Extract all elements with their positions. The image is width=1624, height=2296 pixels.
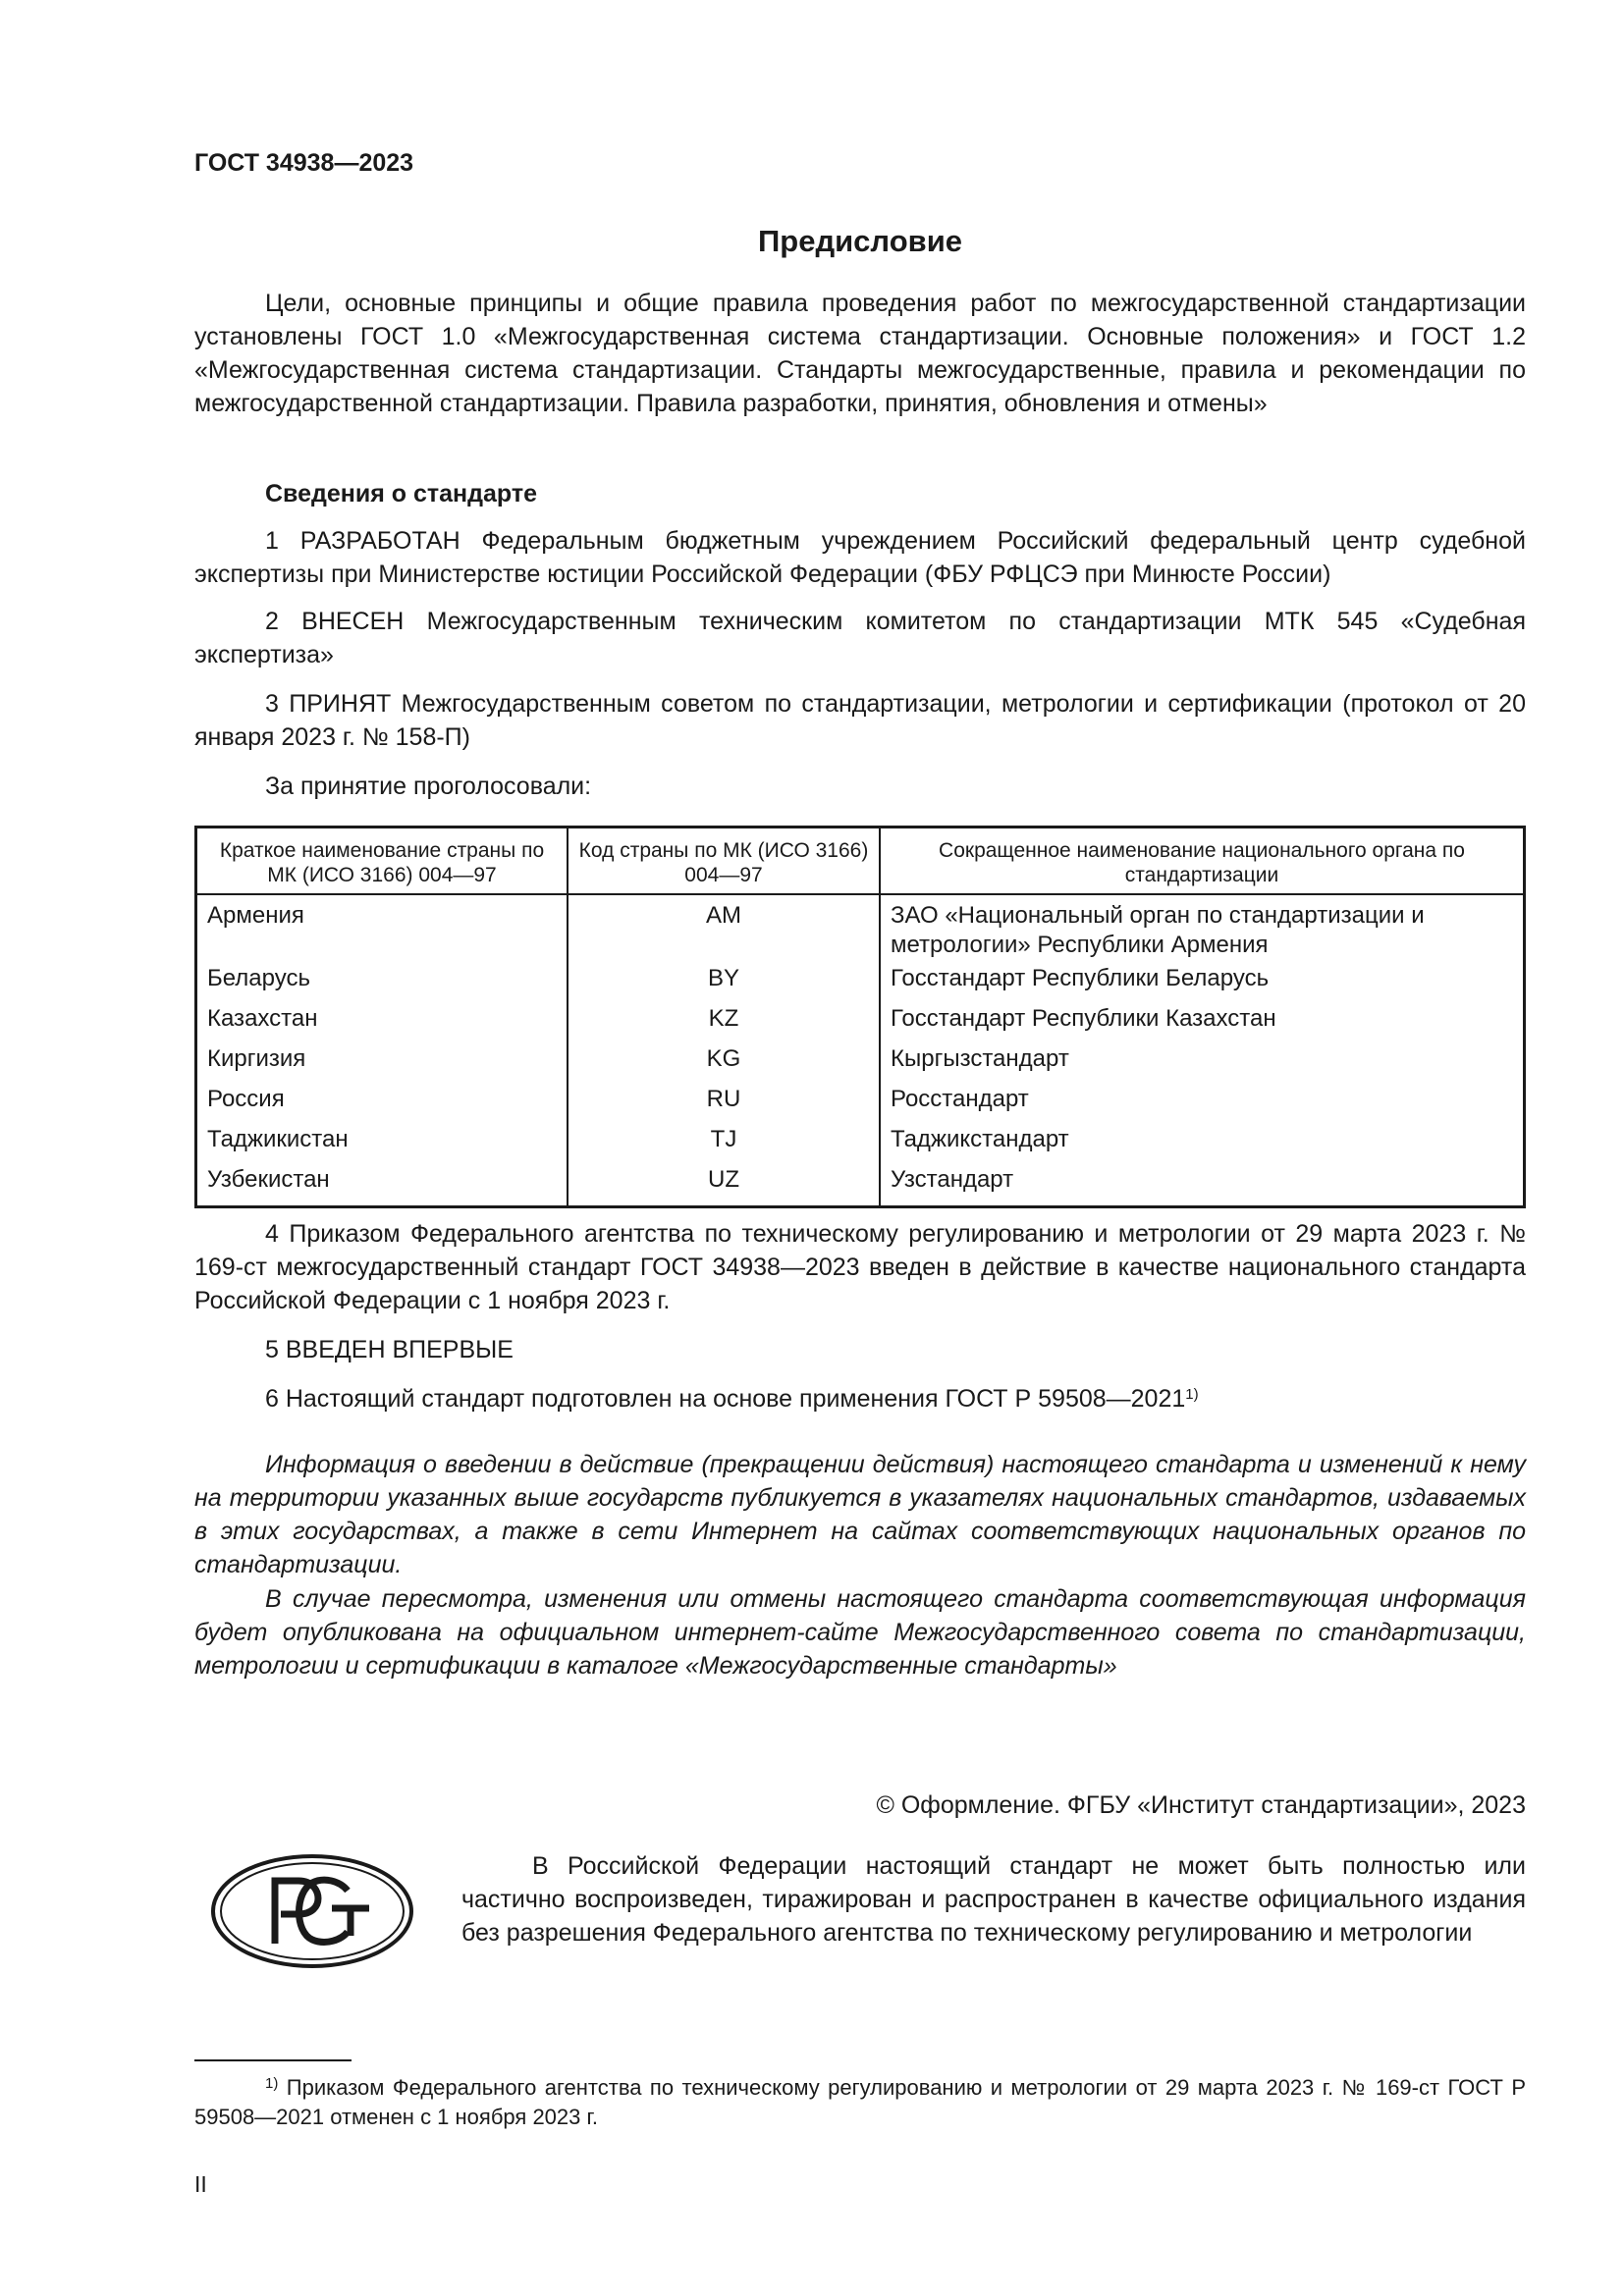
- voting-table: [194, 826, 1526, 1208]
- table-row: [196, 1004, 1525, 1044]
- cell-country: Киргизия: [196, 1044, 568, 1085]
- cell-org: Росстандарт: [880, 1085, 1525, 1125]
- cell-code: KG: [568, 1044, 880, 1085]
- cell-code: TJ: [568, 1125, 880, 1165]
- copyright-line: © Оформление. ФГБУ «Институт стандартизации», 2023: [876, 1791, 1526, 1819]
- cell-code: RU: [568, 1085, 880, 1125]
- table-row: [196, 894, 1525, 964]
- cell-country: Таджикистан: [196, 1125, 568, 1165]
- footnote-text: Приказом Федерального агентства по техническому регулированию и метрологии от 29 марта 2023 г. № 169-ст ГОСТ Р 59508—2021 отменен с 1 ноября 2023 г.: [194, 2075, 1526, 2129]
- section-heading: Сведения о стандарте: [265, 480, 538, 507]
- table-row: [196, 1165, 1525, 1207]
- item-2-paragraph: 2 ВНЕСЕН Межгосударственным техническим комитетом по стандартизации МТК 545 «Судебная экспертиза»: [194, 608, 1526, 668]
- table-row: [196, 1085, 1525, 1125]
- table-row: [196, 1125, 1525, 1165]
- cell-code: AM: [568, 894, 880, 964]
- cell-country: Узбекистан: [196, 1165, 568, 1207]
- item-5-paragraph: 5 ВВЕДЕН ВПЕРВЫЕ: [265, 1336, 514, 1363]
- item-3-paragraph: 3 ПРИНЯТ Межгосударственным советом по стандартизации, метрологии и сертификации (протокол от 20 января 2023 г. № 158-П): [194, 690, 1526, 751]
- info-paragraph-2: В случае пересмотра, изменения или отмены настоящего стандарта соответствующая информация будет опубликована на официальном интернет-сайте Межгосударственного совета по стандартизации, метрологии и сертификации в каталоге «Межгосударственные стандарты»: [194, 1585, 1526, 1680]
- cell-country: Казахстан: [196, 1004, 568, 1044]
- header-org: Сокращенное наименование национального органа по стандартизации: [880, 828, 1525, 895]
- header-country: Краткое наименование страны по МК (ИСО 3166) 004—97: [196, 828, 568, 895]
- vote-intro: За принятие проголосовали:: [265, 773, 592, 800]
- footnote: [194, 2073, 1526, 2132]
- table-header-row: [196, 828, 1525, 895]
- info-paragraph-1: Информация о введении в действие (прекращении действия) настоящего стандарта и изменений к нему на территории указанных выше государств публикуется в указателях национальных стандартов, издаваемых в этих государствах, а также в сети Интернет на сайтах соответствующих национальных органов по стандартизации.: [194, 1451, 1526, 1578]
- cell-org: Госстандарт Республики Беларусь: [880, 964, 1525, 1004]
- item-1-paragraph: 1 РАЗРАБОТАН Федеральным бюджетным учреждением Российский федеральный центр судебной экспертизы при Министерстве юстиции Российской Федерации (ФБУ РФЦСЭ при Минюсте России): [194, 527, 1526, 588]
- item-4-paragraph: 4 Приказом Федерального агентства по техническому регулированию и метрологии от 29 марта 2023 г. № 169-ст межгосударственный стандарт ГОСТ 34938—2023 введен в действие в качестве национального стандарта Российской Федерации с 1 ноября 2023 г.: [194, 1220, 1526, 1314]
- page-title: Предисловие: [757, 224, 962, 258]
- footnote-divider: [194, 2059, 352, 2061]
- item-6-text: 6 Настоящий стандарт подготовлен на основе применения ГОСТ Р 59508—2021: [265, 1385, 1186, 1413]
- cell-country: Армения: [196, 894, 568, 964]
- table-row: [196, 1044, 1525, 1085]
- cell-code: KZ: [568, 1004, 880, 1044]
- cell-org: Госстандарт Республики Казахстан: [880, 1004, 1525, 1044]
- cell-org: Узстандарт: [880, 1165, 1525, 1207]
- cell-org: Таджикстандарт: [880, 1125, 1525, 1165]
- cell-country: Беларусь: [196, 964, 568, 1004]
- cell-country: Россия: [196, 1085, 568, 1125]
- table-row: [196, 964, 1525, 1004]
- header-code: Код страны по МК (ИСО 3166) 004—97: [568, 828, 880, 895]
- rst-certification-mark-icon: [210, 1853, 414, 1969]
- reproduction-notice: В Российской Федерации настоящий стандарт не может быть полностью или частично воспроизведен, тиражирован и распространен в качестве официального издания без разрешения Федерального агентства по техническому регулированию и метрологии: [461, 1852, 1526, 1947]
- intro-paragraph: Цели, основные принципы и общие правила проведения работ по межгосударственной стандартизации установлены ГОСТ 1.0 «Межгосударственная система стандартизации. Основные положения» и ГОСТ 1.2 «Межгосударственная система стандартизации. Стандарты межгосударственные, правила и рекомендации по межгосударственной стандартизации. Правила разработки, принятия, обновления и отмены»: [194, 290, 1526, 417]
- item-6-paragraph: [194, 1382, 1526, 1415]
- cell-code: UZ: [568, 1165, 880, 1207]
- cell-code: BY: [568, 964, 880, 1004]
- cell-org: ЗАО «Национальный орган по стандартизации и метрологии» Республики Армения: [880, 894, 1525, 964]
- page-number: II: [194, 2171, 207, 2197]
- cell-org: Кыргызстандарт: [880, 1044, 1525, 1085]
- footnote-ref: 1): [1185, 1386, 1199, 1403]
- footnote-mark: 1): [265, 2075, 279, 2092]
- document-code: ГОСТ 34938—2023: [194, 149, 414, 177]
